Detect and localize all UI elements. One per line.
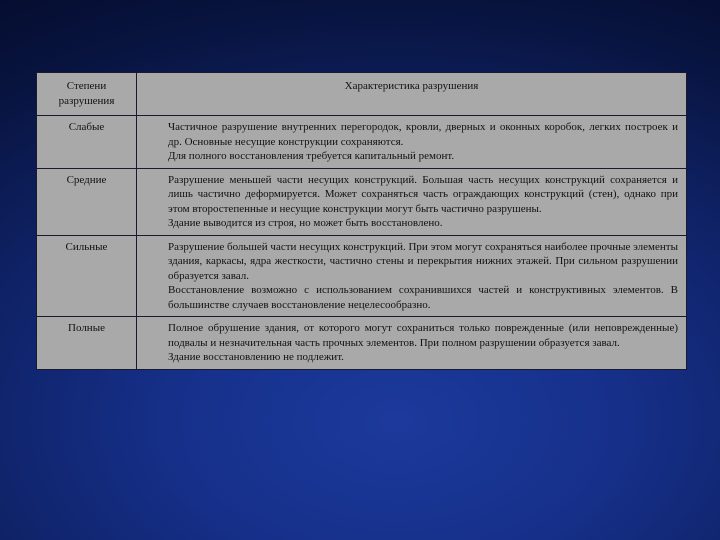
description-cell <box>137 116 687 169</box>
description-paragraph: Для полного восстановления требуется капитальный ремонт. <box>168 150 455 162</box>
degree-cell: Сильные <box>37 235 137 317</box>
degree-cell: Средние <box>37 168 137 235</box>
description-cell <box>137 317 687 370</box>
header-degree: Степени разрушения <box>37 73 137 116</box>
description-paragraph: Здание восстановлению не подлежит. <box>168 351 344 363</box>
description-paragraph: Разрушение большей части несущих конструкций. При этом могут сохраняться наиболее прочные элементы здания, каркасы, ядра жесткости, частично стены и перекрытия нижних этажей. При сильном разрушении образуется завал. <box>168 240 678 282</box>
degree-cell: Полные <box>37 317 137 370</box>
table-row <box>37 235 687 317</box>
description-cell <box>137 168 687 235</box>
description-paragraph: Полное обрушение здания, от которого могут сохраниться только поврежденные (или неповрежденные) подвалы и незначительная часть прочных элементов. При полном разрушении образуется завал. <box>168 322 678 349</box>
table-header-row <box>37 73 687 116</box>
description-paragraph: Разрушение меньшей части несущих конструкций. Большая часть несущих конструкций сохраняется и лишь частично деформируется. Может сохраняться часть ограждающих конструкций (стен), однако при этом второстепенные и несущие конструкции могут быть частично разрушены. <box>168 173 678 215</box>
degree-cell: Слабые <box>37 116 137 169</box>
header-description: Характеристика разрушения <box>137 73 687 116</box>
table-row <box>37 116 687 169</box>
description-cell <box>137 235 687 317</box>
damage-degree-table <box>36 72 687 370</box>
table-row <box>37 168 687 235</box>
table-row <box>37 317 687 370</box>
description-paragraph: Здание выводится из строя, но может быть восстановлено. <box>168 217 443 229</box>
description-paragraph: Восстановление возможно с использованием сохранившихся частей и конструктивных элементов. В большинстве случаев восстановление нецелесообразно. <box>168 284 678 311</box>
description-paragraph: Частичное разрушение внутренних перегородок, кровли, дверных и оконных коробок, легких построек и др. Основные несущие конструкции сохраняются. <box>168 121 678 148</box>
